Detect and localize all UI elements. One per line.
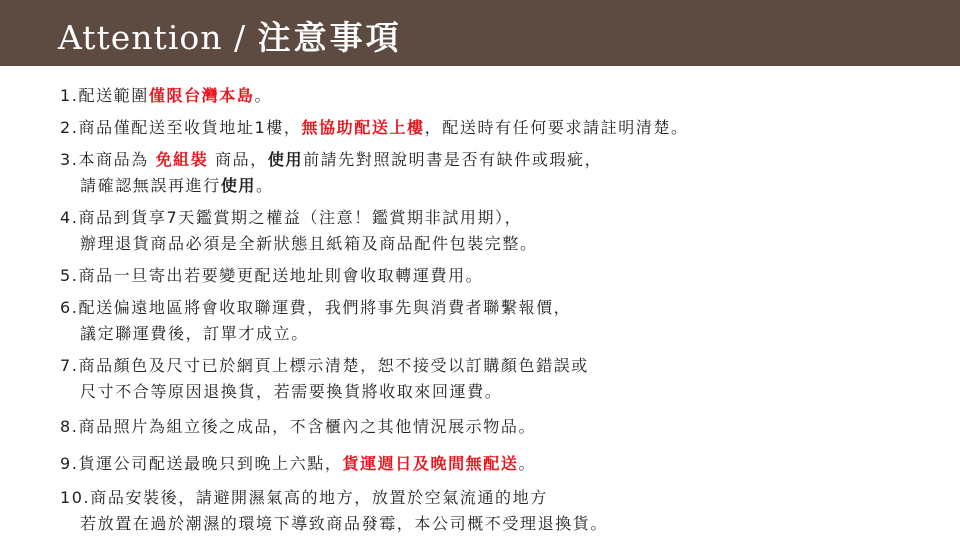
item-text: 前請先對照說明書是否有缺件或瑕疵，: [303, 150, 603, 169]
item-emphasis: 使用: [267, 150, 304, 169]
item-highlight: 無協助配送上樓: [301, 118, 425, 137]
notice-item-6: [60, 295, 571, 347]
notice-item-5: [60, 263, 483, 289]
item-text: 。: [254, 86, 273, 105]
item-line-2: 尺寸不合等原因退換貨，若需要換貨將收取來回運費。: [80, 382, 503, 401]
notice-item-1: [60, 83, 272, 109]
item-text: 8.商品照片為組立後之成品，不含櫃內之其他情況展示物品。: [60, 417, 537, 436]
item-text: 9.貨運公司配送最晚只到晚上六點，: [60, 454, 343, 473]
title-separator: /: [222, 18, 258, 57]
item-text: 10.商品安裝後，請避開濕氣高的地方，放置於空氣流通的地方: [60, 488, 548, 507]
item-text: 4.商品到貨享7天鑑賞期之權益（注意！鑑賞期非試用期），: [60, 208, 523, 227]
item-text: 5.商品一旦寄出若要變更配送地址則會收取轉運費用。: [60, 266, 484, 285]
item-line-2: 議定聯運費後，訂單才成立。: [80, 324, 309, 343]
item-highlight: 免組裝: [155, 150, 209, 169]
item-text: 1.配送範圍: [60, 86, 149, 105]
item-text: 請確認無誤再進行: [80, 176, 221, 195]
item-text: 7.商品顏色及尺寸已於網頁上標示清楚，恕不接受以訂購顏色錯誤或: [60, 356, 589, 375]
notice-item-4: [60, 205, 538, 257]
notice-item-9: [60, 451, 536, 477]
notice-item-8: [60, 414, 536, 440]
item-text: 2.商品僅配送至收貨地址1樓，: [60, 118, 302, 137]
item-line-2: 若放置在過於潮濕的環境下導致商品發霉，本公司概不受理退換貨。: [80, 514, 609, 533]
title-chinese: 注意事項: [257, 18, 402, 57]
item-text: 6.配送偏遠地區將會收取聯運費，我們將事先與消費者聯繫報價，: [60, 298, 572, 317]
notice-item-10: [60, 485, 608, 537]
item-text: 。: [256, 176, 274, 195]
notice-item-2: [60, 115, 689, 141]
item-highlight: 貨運週日及晚間無配送: [342, 454, 519, 473]
notice-item-7: [60, 353, 589, 405]
item-highlight: 僅限台灣本島: [148, 86, 255, 105]
item-emphasis: 使用: [220, 176, 257, 195]
item-text: 。: [518, 454, 537, 473]
notice-item-3: [60, 147, 602, 199]
item-line-2: [60, 173, 602, 199]
item-line-2: 辦理退貨商品必須是全新狀態且紙箱及商品配件包裝完整。: [80, 234, 538, 253]
item-text: ，配送時有任何要求請註明清楚。: [424, 118, 689, 137]
item-text: 商品，: [208, 150, 268, 169]
item-text: 3.本商品為: [60, 150, 156, 169]
title-english: Attention: [58, 18, 223, 57]
